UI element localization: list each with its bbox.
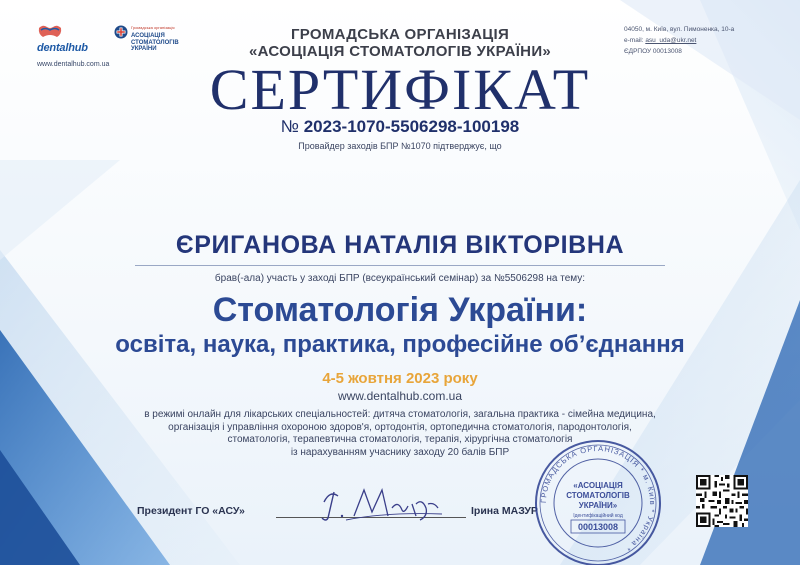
stamp-outer-text: ГРОМАДСЬКА ОРГАНІЗАЦІЯ * м. Київ * Україна * — [538, 443, 658, 554]
edrpou: ЄДРПОУ 00013008 — [624, 48, 682, 55]
address: 04050, м. Київ, вул. Пимоненка, 10-а — [624, 26, 735, 33]
recipient-name: ЄРИГАНОВА НАТАЛІЯ ВІКТОРІВНА — [175, 231, 625, 259]
stamp-line1: «АСОЦІАЦІЯ — [573, 481, 623, 490]
qr-code-icon[interactable] — [696, 475, 748, 527]
dentalhub-brand: dentalhub — [37, 42, 88, 54]
stamp-code-label: Ідентифікаційний код — [573, 513, 623, 519]
email-label: e-mail: — [624, 37, 646, 44]
description-line: стоматологія, терапевтична стоматологія, терапія, хірургічна стоматологія — [227, 434, 573, 445]
asu-logo-line2: СТОМАТОЛОГІВ — [131, 39, 179, 46]
asu-logo-small-text: Громадська організація — [131, 25, 175, 30]
topic-line2: освіта, наука, практика, професійне об’єднання — [115, 331, 685, 358]
email-line — [624, 35, 734, 46]
org-name-line2: «АСОЦІАЦІЯ СТОМАТОЛОГІВ УКРАЇНИ» — [248, 43, 552, 60]
number-value: 2023-1070-5506298-100198 — [303, 117, 520, 136]
asu-logo-line3: УКРАЇНИ — [131, 46, 157, 52]
stamp-code: 00013008 — [577, 522, 619, 532]
stamp-line3: УКРАЇНИ» — [578, 501, 618, 510]
certificate-title: СЕРТИФІКАТ — [209, 57, 591, 122]
stamp-line2: СТОМАТОЛОГІВ — [566, 491, 630, 500]
asu-logo-line1: АСОЦІАЦІЯ — [131, 33, 165, 39]
description — [0, 409, 800, 459]
event-dates: 4-5 жовтня 2023 року — [322, 370, 478, 387]
provider-text: Провайдер заходів БПР №1070 підтверджує, що — [298, 141, 502, 151]
official-stamp — [533, 438, 663, 565]
org-name-line1: ГРОМАДСЬКА ОРГАНІЗАЦІЯ — [290, 26, 510, 43]
president-name: Ірина МАЗУР — [471, 505, 538, 517]
certificate-number — [0, 117, 800, 137]
description-line: організація і управління охороною здоров'я, ортодонтія, ортопедична стоматологія, пародонтологія, — [168, 421, 632, 433]
number-prefix: № — [280, 117, 299, 136]
topic-line1: Стоматологія України: — [212, 291, 588, 329]
handwritten-signature — [316, 482, 446, 524]
participation-text: брав(-ала) участь у заході БПР (всеукраїнський семінар) за №5506298 на тему: — [214, 273, 586, 284]
president-label: Президент ГО «АСУ» — [137, 505, 245, 517]
name-underline — [135, 265, 665, 266]
description-line: в режимі онлайн для лікарських спеціальностей: дитяча стоматологія, загальна практика - сімейна медицина, — [144, 409, 656, 420]
dentalhub-site: www.dentalhub.com.ua — [37, 61, 110, 68]
contacts-block — [624, 24, 734, 57]
description-line: із нарахуванням учаснику заходу 20 балів БПР — [290, 446, 510, 458]
email-link[interactable]: asu_uda@ukr.net — [645, 37, 697, 44]
event-website[interactable]: www.dentalhub.com.ua — [337, 389, 463, 403]
